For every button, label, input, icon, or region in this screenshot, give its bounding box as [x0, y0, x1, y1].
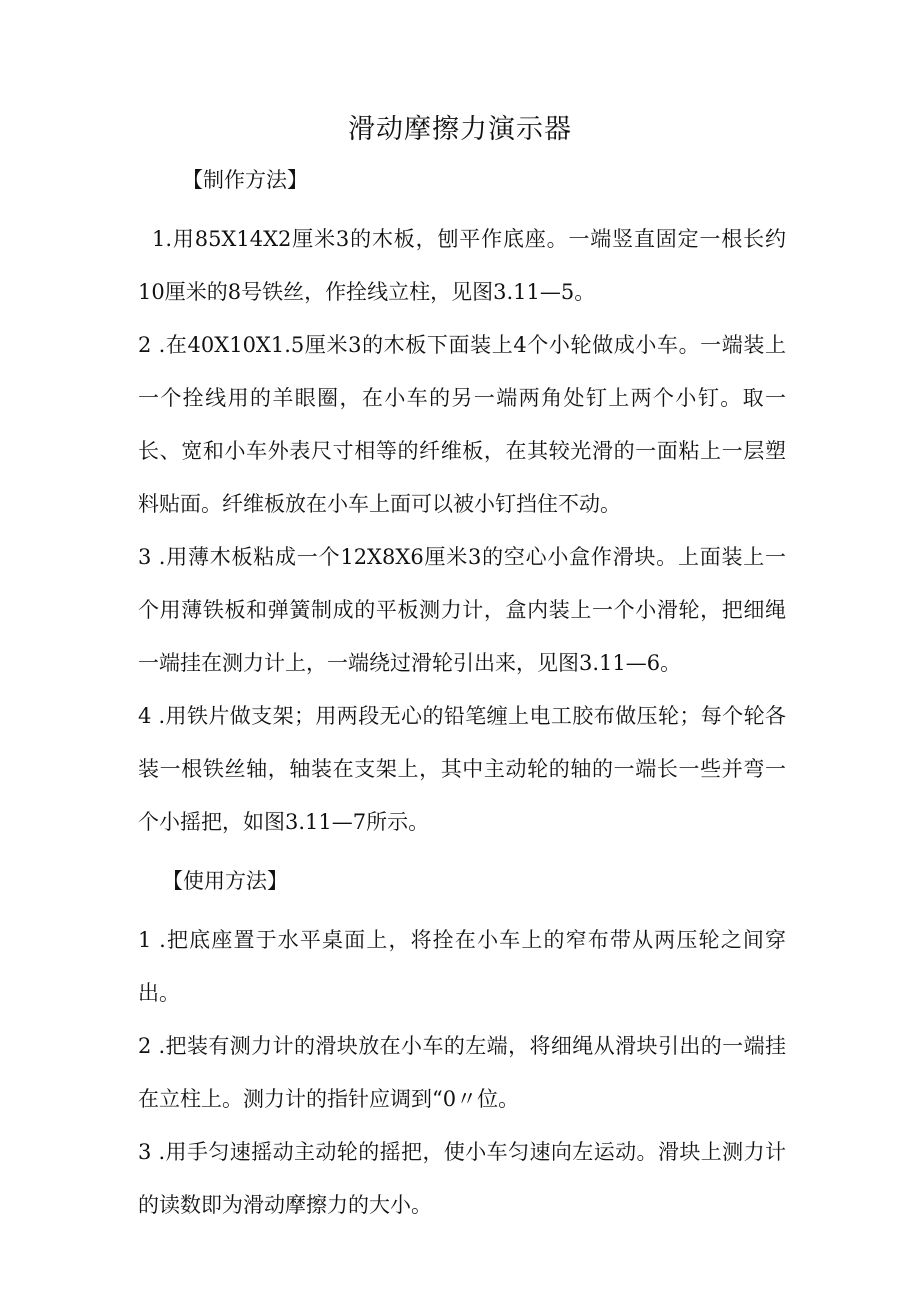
making-method-heading: 【制作方法】 [182, 168, 308, 192]
usage-step-1: 1 .把底座置于水平桌面上，将拴在小车上的窄布带从两压轮之间穿出。 [138, 928, 786, 1005]
usage-step-3: 3 .用手匀速摇动主动轮的摇把，使小车匀速向左运动。滑块上测力计的读数即为滑动摩擦力的大小。 [138, 1140, 786, 1217]
usage-method-heading: 【使用方法】 [162, 869, 288, 893]
making-step-1: 1.用85X14X2厘米3的木板，刨平作底座。一端竖直固定一根长约10厘米的8号铁丝，作拴线立柱，见图3.11—5。 [138, 227, 786, 304]
document-title: 滑动摩擦力演示器 [348, 114, 572, 145]
making-step-4: 4 .用铁片做支架；用两段无心的铅笔缠上电工胶布做压轮；每个轮各装一根铁丝轴，轴装在支架上，其中主动轮的轴的一端长一些并弯一个小摇把，如图3.11—7所示。 [138, 704, 786, 834]
document-body [138, 160, 786, 1232]
making-step-3: 3 .用薄木板粘成一个12X8X6厘米3的空心小盒作滑块。上面装上一个用薄铁板和弹簧制成的平板测力计，盒内装上一个小滑轮，把细绳一端挂在测力计上，一端绕过滑轮引出来，见图3.11—6。 [138, 545, 786, 675]
making-step-2: 2 .在40X10X1.5厘米3的木板下面装上4个小轮做成小车。一端装上一个拴线用的羊眼圈，在小车的另一端两角处钉上两个小钉。取一长、宽和小车外表尺寸相等的纤维板，在其较光滑的一面粘上一层塑料贴面。纤维板放在小车上面可以被小钉挡住不动。 [138, 333, 786, 516]
usage-step-2: 2 .把装有测力计的滑块放在小车的左端，将细绳从滑块引出的一端挂在立柱上。测力计的指针应调到“0〃位。 [138, 1034, 786, 1111]
